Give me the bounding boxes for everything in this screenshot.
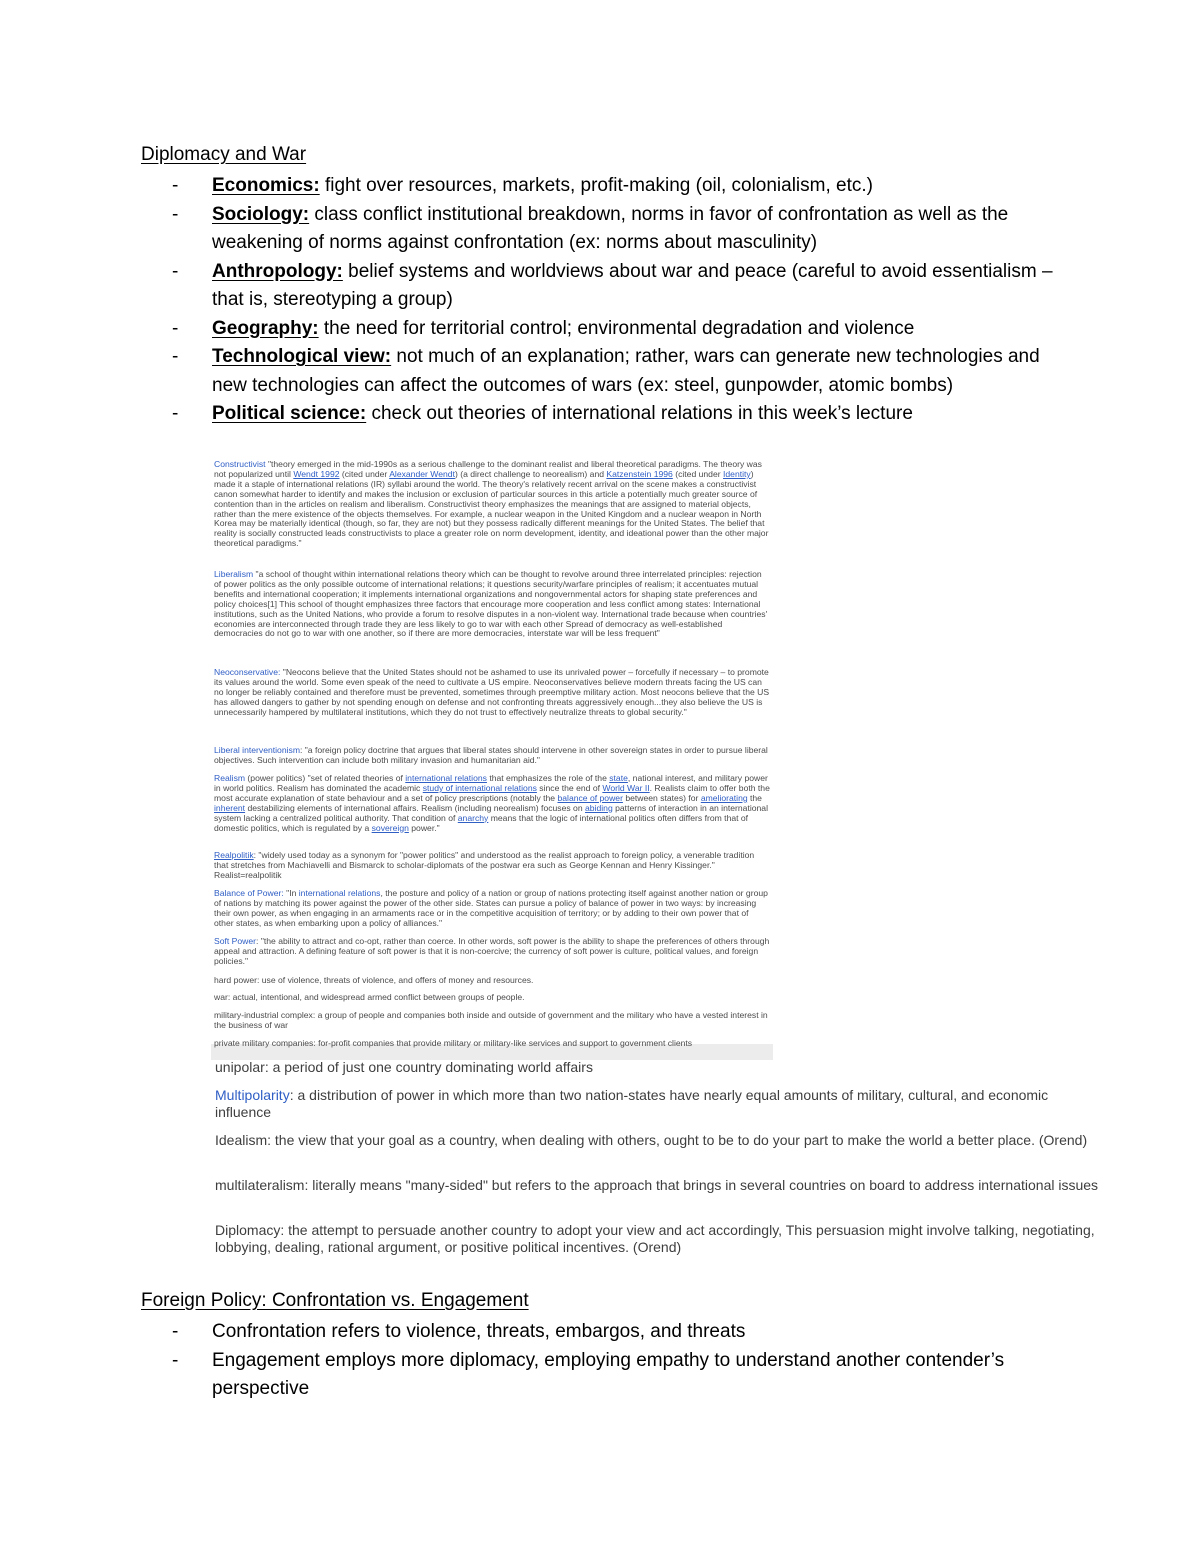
definition-text: "theory emerged in the mid-1990s as a serious challenge to the dominant realist and liberal theoretical paradigms. The theory was not popularized until (214, 460, 762, 479)
section-heading-diplomacy-and-war: Diplomacy and War (141, 144, 307, 165)
bullet-dash: - (172, 203, 179, 225)
citation-link[interactable]: Alexander Wendt (389, 468, 455, 479)
ref-link[interactable]: balance of power (557, 792, 623, 803)
definition-multilateralism: multilateralism: literally means "many-sided" but refers to the approach that brings in several countries on board to address international issues (215, 1177, 1099, 1193)
bullet-dash: - (172, 1349, 179, 1371)
item-text: check out theories of international relations in this week’s lecture (366, 403, 913, 424)
list-item (141, 400, 1071, 429)
definition-text: ) (a direct challenge to neorealism) and (454, 468, 607, 479)
definition-text: destabilizing elements of international affairs. Realism (including neorealism) focuses on (245, 802, 586, 813)
definition-text: means that the logic of international politics often differs from that of domestic politics, which is regulated by a (214, 812, 749, 833)
term-political-science: Political science: (212, 403, 367, 424)
definition-private-military-companies: private military companies: for-profit companies that provide military or military-like services and support to government clients (214, 1039, 693, 1048)
term-link[interactable]: Multipolarity (215, 1087, 290, 1103)
definition-text: (cited under (672, 468, 723, 479)
ref-link[interactable]: anarchy (457, 812, 489, 823)
ref-link[interactable]: inherent (214, 802, 246, 813)
definition-liberal-interventionism (214, 746, 770, 766)
pasted-definitions-image (211, 459, 773, 1060)
citation-link[interactable]: Wendt 1992 (293, 468, 340, 479)
definition-text: : "widely used today as a synonym for "power politics" and understood as the realist approach to foreign policy, a venerable tradition that stretches from Machiavelli and Bismarck to scholar-diplomats of the postwar era such as George Kennan and Henry Kissinger." Realist=realpolitik (214, 851, 755, 880)
item-text: the need for territorial control; environmental degradation and violence (318, 317, 915, 339)
definition-text: (cited under (339, 468, 390, 479)
term-link[interactable]: Realism (214, 774, 246, 783)
term-link[interactable]: Neoconservative: (214, 668, 281, 677)
citation-link[interactable]: Identity (723, 468, 751, 479)
ref-link[interactable]: sovereign (371, 822, 409, 833)
list-item (141, 1347, 1071, 1404)
bullet-dash: - (172, 175, 179, 196)
definition-text: "Neocons believe that the United States should not be ashamed to use its unrivaled power – forcefully if necessary – to promote its values around the world. Some even speak of the need to cultivate a US empire. Neoconservatives believe modern threats facing the US can no longer be reliably contained and therefore must be prevented, sometimes through preemptive military action. Most neocons believe that the US has allowed dangers to gather by not spending enough on defense and not confronting threats aggressively enough...they also believe the US is unnecessarily hampered by multilateral institutions, which they do not trust to effectively neutralize threats to global security." (214, 668, 770, 717)
list-item (141, 315, 1071, 344)
term-technological-view: Technological view: (212, 346, 392, 367)
definition-unipolar: unipolar: a period of just one country dominating world affairs (215, 1059, 593, 1075)
definition-neoconservative (214, 668, 770, 738)
item-text: class conflict institutional breakdown, norms in favor of confrontation as well as the weakening of norms against confrontation (ex: norms about masculinity) (212, 203, 1009, 253)
term-anthropology: Anthropology: (212, 260, 343, 282)
term-link[interactable]: Balance of Power: (214, 889, 284, 898)
definition-text: between states) for (622, 792, 701, 803)
term-economics: Economics: (212, 175, 320, 196)
definition-military-industrial-complex: military-industrial complex: a group of people and companies both inside and outside of government and the military who have a vested interest in the business of war (214, 1011, 768, 1030)
term-geography: Geography: (212, 317, 319, 339)
definition-text: the (747, 792, 762, 803)
definition-text: : "a foreign policy doctrine that argues that liberal states should intervene in other sovereign states in order to pursue liberal objectives. Such intervention can include both military invasion and humanitarian aid." (214, 746, 768, 765)
definition-liberalism (214, 570, 770, 659)
definition-text: "a school of thought within international relations theory which can be thought to revolve around three interrelated principles: rejection of power politics as the only possible outcome of international relations; it questions security/warfare principles of realism; it accentuates mutual benefits and international cooperation; it implements international organizations and nongovernmental actors for shaping state preferences and policy choices[1] This school of thought emphasizes three factors that encourage more cooperation and less conflict among states: International institutions, such as the United Nations, who provide a forum to resolve disputes in a non-violent way. International trade because when countries' economies are interconnected through trade they are less likely to go to war with each other Spread of democracy as well-established democracies do not go to war with one another, so if there are more democracies, interstate war will be less frequent" (214, 570, 768, 639)
item-text: Confrontation refers to violence, threats, embargos, and threats (212, 1321, 746, 1342)
bullet-dash: - (172, 317, 179, 339)
list-item (141, 201, 1071, 258)
item-text: fight over resources, markets, profit-making (oil, colonialism, etc.) (319, 175, 873, 196)
ref-link[interactable]: study of international relations (422, 782, 537, 793)
item-text: not much of an explanation; rather, wars can generate new technologies and new technologies can affect the outcomes of wars (ex: steel, gunpowder, atomic bombs) (212, 346, 1040, 396)
definition-text: "In (283, 889, 299, 898)
definition-text: : a distribution of power in which more than two nation-states have nearly equal amounts of military, cultural, and economic influence (215, 1087, 1049, 1120)
citation-link[interactable]: Katzenstein 1996 (606, 468, 673, 479)
bullet-dash: - (172, 1321, 179, 1342)
definition-idealism: Idealism: the view that your goal as a country, when dealing with others, ought to be to do your part to make the world a better place. (Orend) (215, 1132, 1088, 1148)
item-text: Engagement employs more diplomacy, employing empathy to understand another contender’s perspective (212, 1349, 1005, 1399)
term-sociology: Sociology: (212, 203, 310, 225)
definition-war: war: actual, intentional, and widespread armed conflict between groups of people. (214, 993, 525, 1002)
ref-link[interactable]: ameliorating (700, 792, 748, 803)
term-link[interactable]: Liberalism (214, 570, 254, 579)
definition-text: , national interest, and military power in world politics. Realism has dominated the academic (214, 774, 768, 793)
list-item (141, 258, 1071, 315)
foreign-policy-list (141, 1318, 1071, 1404)
definition-text: patterns of interaction in an international system lacking a centralized political authority. That condition of (214, 802, 768, 823)
definition-soft-power (214, 937, 770, 967)
list-item (141, 343, 1071, 400)
list-item (141, 172, 1071, 201)
term-link[interactable]: Liberal interventionism (214, 746, 300, 755)
ref-link[interactable]: international relations (298, 889, 381, 898)
item-text: belief systems and worldviews about war and peace (careful to avoid essentialism –that is, stereotyping a group) (212, 260, 1053, 310)
definition-constructivist (214, 460, 770, 568)
ref-link[interactable]: abiding (585, 802, 613, 813)
definition-text: since the end of (536, 782, 603, 793)
term-link[interactable]: Realpolitik (214, 851, 254, 860)
definition-text: (power politics) "set of related theories of (245, 774, 406, 783)
definition-text: . Realists claim to offer both the most accurate explanation of state behaviour and a set of policy prescriptions (notably the (214, 782, 770, 803)
definition-text: that emphasizes the role of the (486, 774, 610, 783)
term-link[interactable]: Soft Power (214, 937, 257, 946)
ref-link[interactable]: state (609, 774, 628, 783)
bullet-dash: - (172, 346, 179, 367)
bullet-dash: - (172, 403, 179, 424)
topic-list (141, 172, 1071, 429)
definition-text: : "the ability to attract and co-opt, rather than coerce. In other words, soft power is the ability to shape the preferences of others through appeal and attraction. A defining feature of soft power is that it is non-coercive; the currency of soft power is culture, political values, and foreign policies." (214, 937, 770, 966)
definition-realism (214, 774, 770, 844)
list-item (141, 1318, 1071, 1347)
section-heading-foreign-policy: Foreign Policy: Confrontation vs. Engagement (141, 1290, 529, 1311)
term-link[interactable]: Constructivist (214, 460, 266, 469)
ref-link[interactable]: World War II (602, 782, 650, 793)
definition-multipolarity (215, 1087, 1105, 1121)
definition-text: power." (408, 822, 440, 833)
definition-text: ) made it a staple of international relations (IR) syllabi around the world. The theory's relatively recent arrival on the scene makes a constructivist canon somewhat harder to identify and makes the inclusion or exclusion of particular sources in this article a potentially much greater source of contention than in the articles on realism and liberalism. Constructivist theory emphasizes the meanings that are assigned to material objects, rather than the mere existence of the objects themselves. For example, a nuclear weapon in the United Kingdom and a nuclear weapon in North Korea may be materially identical (though, so far, they are not) but they possess radically different meanings for the United States. The belief that reality is socially constructed leads constructivists to place a greater role on norm development, identity, and ideational power than the other major theoretical paradigms." (214, 468, 769, 549)
definition-text: , the posture and policy of a nation or group of nations protecting itself against another nation or group of nations by matching its power against the power of the other side. States can pursue a policy of balance of power in two ways: by increasing their own power, as when engaging in an armaments race or in the competitive acquisition of territory; or by adding to their own power that of other states, as when embarking upon a policy of alliances." (214, 889, 768, 928)
definition-hard-power: hard power: use of violence, threats of violence, and offers of money and resources. (214, 976, 534, 985)
ref-link[interactable]: international relations (405, 774, 487, 783)
definition-diplomacy: Diplomacy: the attempt to persuade another country to adopt your view and act accordingly, This persuasion might involve talking, negotiating, lobbying, dealing, rational argument, or positive political incentives. (Orend) (215, 1222, 1095, 1255)
definition-realpolitik (214, 851, 770, 881)
bullet-dash: - (172, 260, 179, 282)
definition-balance-of-power (214, 889, 770, 930)
